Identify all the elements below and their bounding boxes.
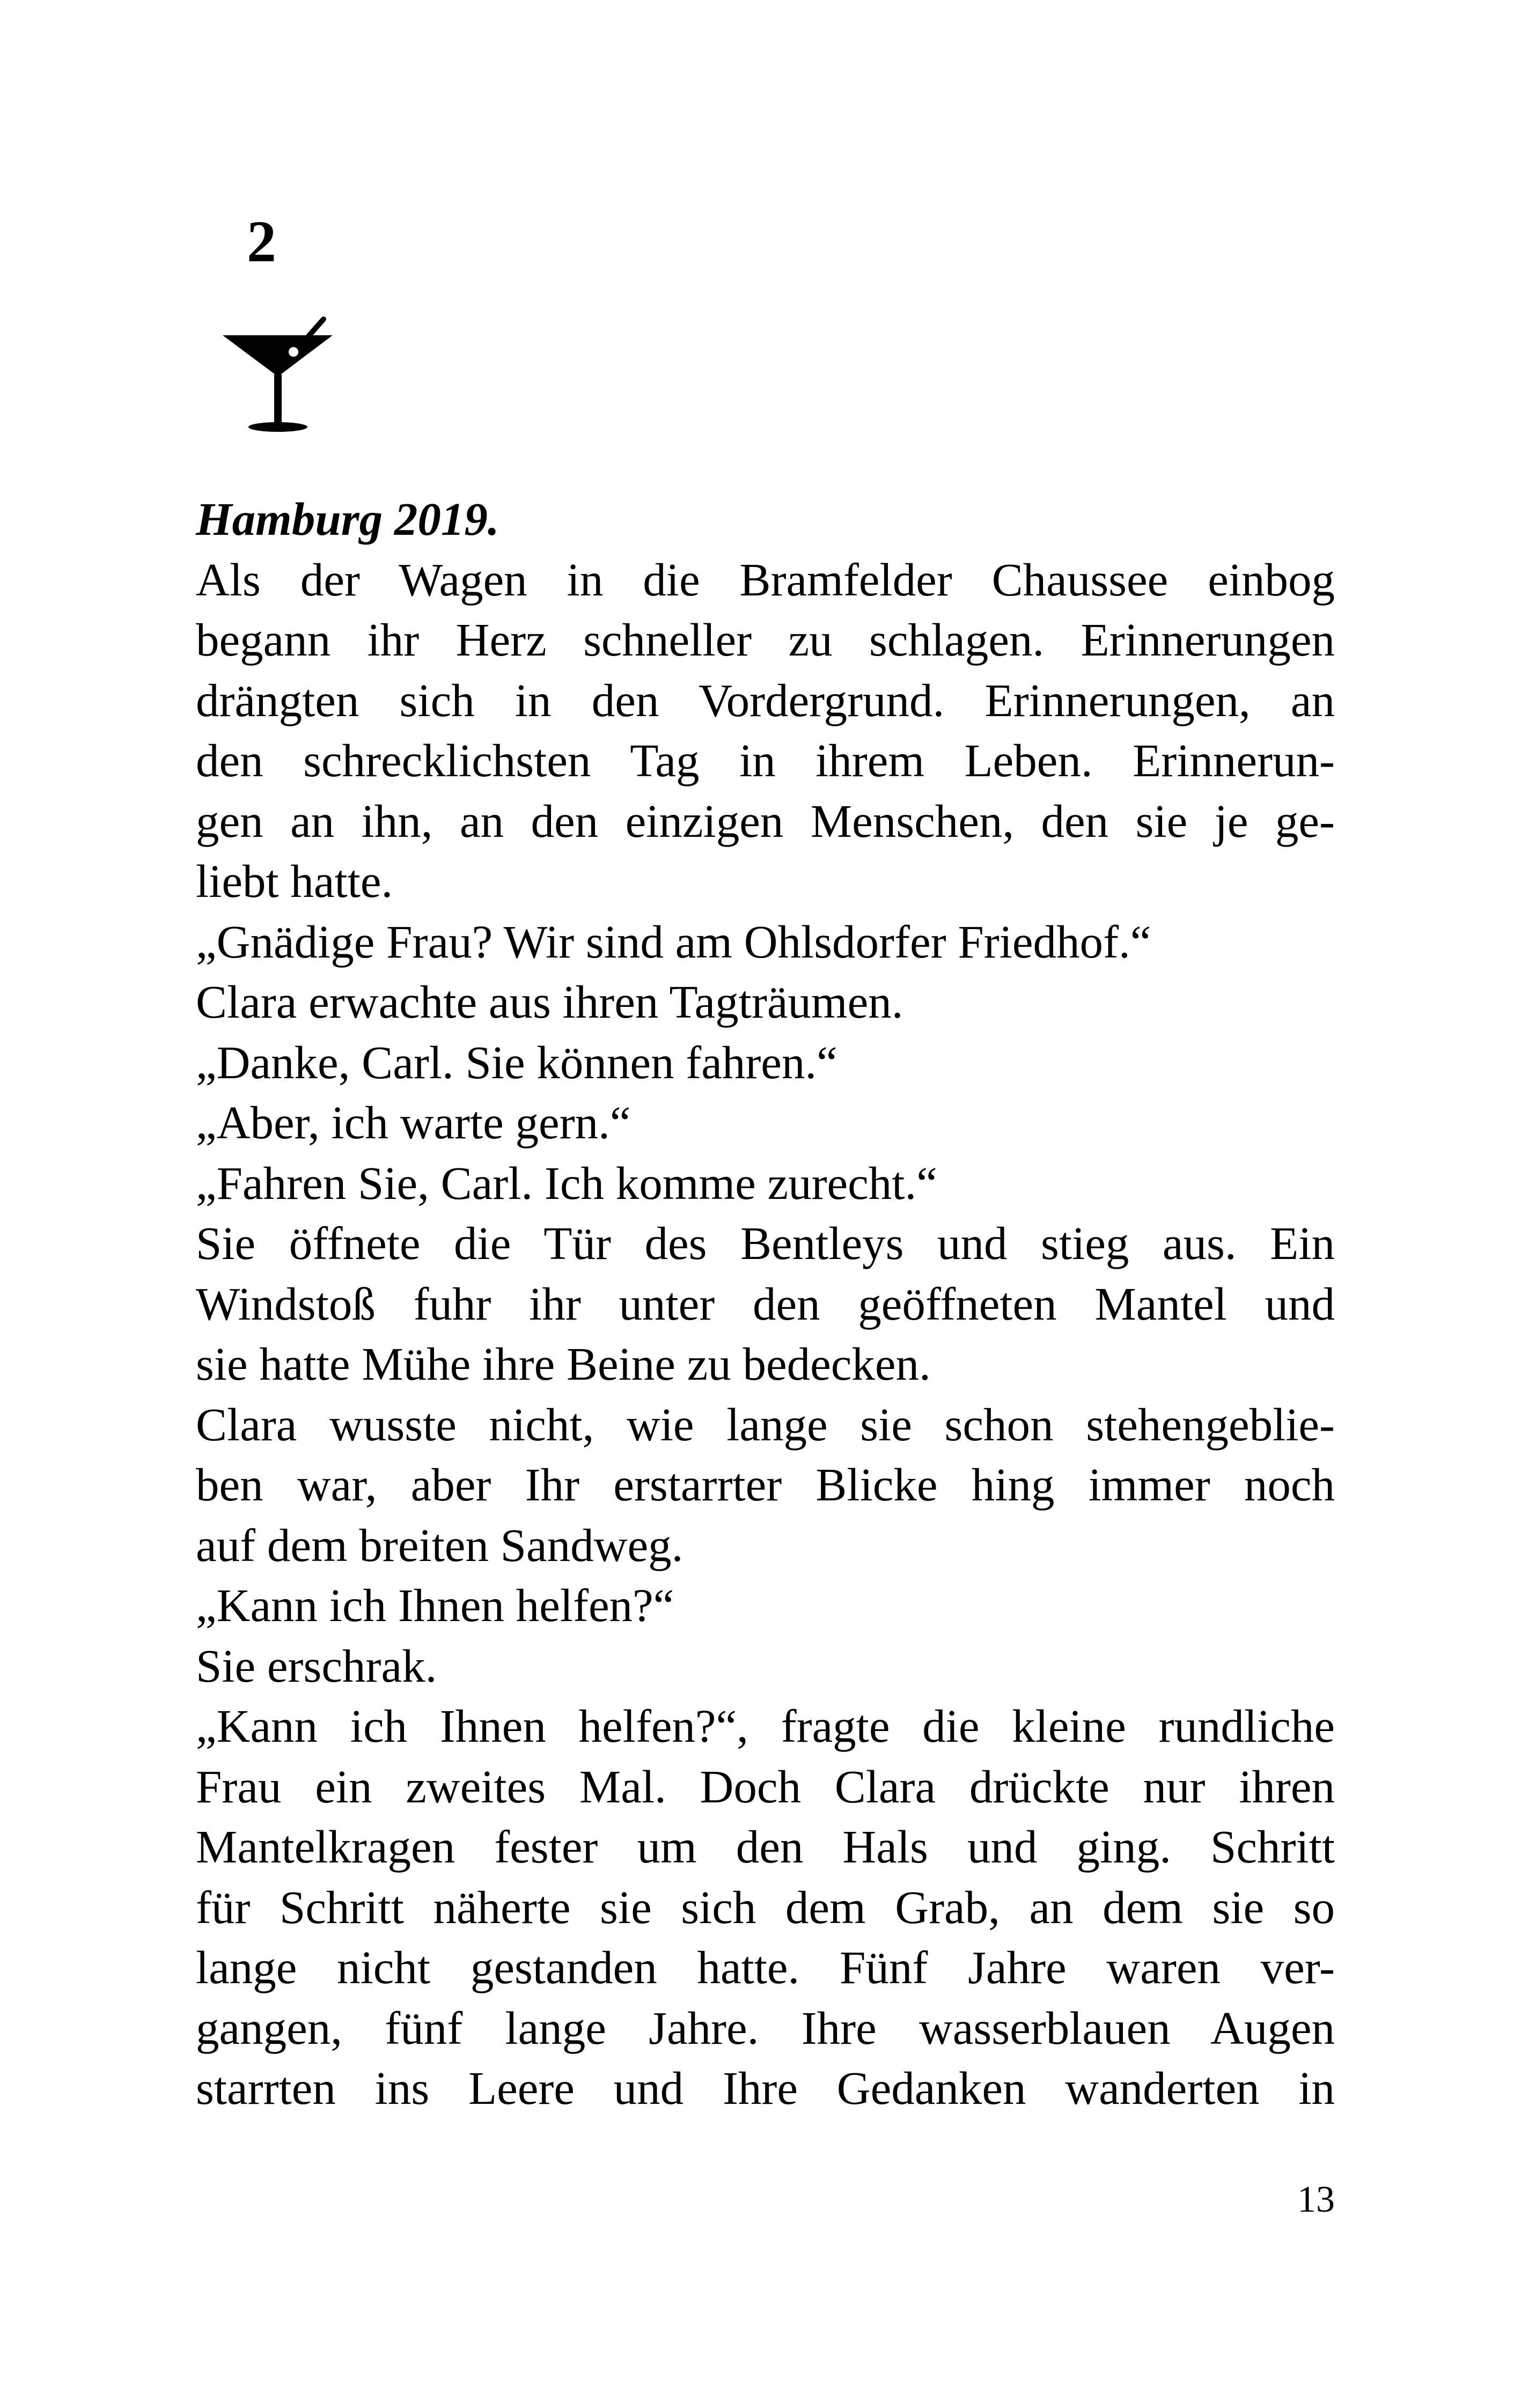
- text-line: Clara erwachte aus ihren Tagträumen.: [196, 976, 903, 1028]
- text-line: für Schritt näherte sie sich dem Grab, an dem sie so: [196, 1881, 1335, 1933]
- text-line: auf dem breiten Sandweg.: [196, 1519, 684, 1571]
- text-line: Als der Wagen in die Bramfelder Chaussee einbog: [196, 553, 1335, 606]
- text-line: Windstoß fuhr ihr unter den geöffneten Mantel und: [196, 1277, 1335, 1330]
- text-line: sie hatte Mühe ihre Beine zu bedecken.: [196, 1338, 931, 1390]
- text-line: Sie erschrak.: [196, 1639, 437, 1692]
- chapter-heading: Hamburg 2019.: [196, 493, 499, 545]
- chapter-text: [196, 489, 1335, 2119]
- cocktail-glass-icon: [223, 316, 333, 435]
- page-number: 13: [1297, 2179, 1335, 2220]
- text-line: „Aber, ich warte gern.“: [196, 1096, 631, 1148]
- text-line: Frau ein zweites Mal. Doch Clara drückte nur ihren: [196, 1760, 1335, 1813]
- text-line: starrten ins Leere und Ihre Gedanken wanderten in: [196, 2062, 1335, 2114]
- text-line: „Kann ich Ihnen helfen?“, fragte die kleine rundliche: [196, 1700, 1335, 1752]
- text-line: Sie öffnete die Tür des Bentleys und stieg aus. Ein: [196, 1217, 1335, 1269]
- text-line: gen an ihn, an den einzigen Menschen, den sie je ge-: [196, 794, 1335, 847]
- text-line: „Fahren Sie, Carl. Ich komme zurecht.“: [196, 1157, 937, 1209]
- text-line: „Danke, Carl. Sie können fahren.“: [196, 1036, 837, 1088]
- text-line: den schrecklichsten Tag in ihrem Leben. Erinnerun-: [196, 734, 1335, 786]
- text-line: drängten sich in den Vordergrund. Erinnerungen, an: [196, 674, 1335, 726]
- chapter-number: 2: [247, 209, 276, 274]
- text-line: begann ihr Herz schneller zu schlagen. Erinnerungen: [196, 614, 1335, 666]
- text-line: Clara wusste nicht, wie lange sie schon stehengeblie-: [196, 1398, 1335, 1450]
- text-line: Mantelkragen fester um den Hals und ging. Schritt: [196, 1821, 1335, 1873]
- text-line: „Kann ich Ihnen helfen?“: [196, 1579, 674, 1631]
- text-line: gangen, fünf lange Jahre. Ihre wasserblauen Augen: [196, 2001, 1335, 2054]
- text-line: ben war, aber Ihr erstarrter Blicke hing immer noch: [196, 1459, 1335, 1511]
- text-line: lange nicht gestanden hatte. Fünf Jahre waren ver-: [196, 1941, 1335, 1993]
- text-line: „Gnädige Frau? Wir sind am Ohlsdorfer Friedhof.“: [196, 915, 1151, 968]
- text-line: liebt hatte.: [196, 855, 393, 907]
